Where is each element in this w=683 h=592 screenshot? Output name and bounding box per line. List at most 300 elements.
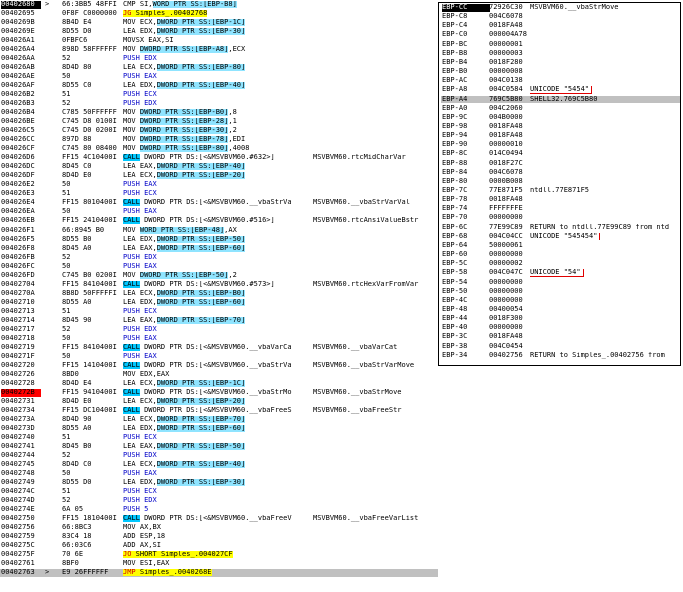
disasm-comment xyxy=(313,434,438,442)
disasm-arrow xyxy=(45,190,53,198)
disasm-instruction: MOV ECX,DWORD PTR SS:[EBP-1C] xyxy=(123,19,246,27)
disasm-row[interactable] xyxy=(0,326,438,334)
disasm-row[interactable] xyxy=(0,118,438,126)
disasm-address: 004026AB xyxy=(1,64,35,72)
stack-value: 00000003 xyxy=(489,48,523,57)
disasm-arrow: > xyxy=(45,1,50,8)
stack-offset: EBP-C8 xyxy=(442,12,468,21)
disasm-bytes: 50 xyxy=(62,208,71,216)
disasm-row[interactable] xyxy=(0,434,438,442)
stack-row[interactable] xyxy=(441,123,681,131)
disasm-bytes: 8D45 90 xyxy=(62,316,92,324)
stack-comment xyxy=(530,233,680,241)
disasm-instruction: JO SHORT Simples_.004027CF xyxy=(123,551,233,559)
disasm-instruction: LEA EDX,DWORD PTR SS:[EBP-30] xyxy=(123,28,246,36)
stack-row[interactable] xyxy=(441,333,681,341)
disasm-row[interactable] xyxy=(0,389,438,397)
disasm-comment xyxy=(313,272,438,280)
stack-row[interactable] xyxy=(441,86,681,94)
disasm-instruction: PUSH EAX xyxy=(123,470,157,478)
disasm-instruction: PUSH ECX xyxy=(123,488,157,496)
disasm-row[interactable] xyxy=(0,154,438,162)
disasm-bytes: FF15 8410400I xyxy=(62,343,117,351)
disasm-instruction: LEA EDX,DWORD PTR SS:[EBP-30] xyxy=(123,479,246,487)
disasm-address: 00402719 xyxy=(1,343,35,351)
disasm-comment xyxy=(313,91,438,99)
disasm-row[interactable] xyxy=(0,353,438,361)
disasm-arrow xyxy=(45,272,53,280)
disasm-comment xyxy=(313,64,438,72)
disasm-arrow xyxy=(45,136,53,144)
disasm-comment xyxy=(313,190,438,198)
disasm-address: 00402731 xyxy=(1,397,35,405)
disasm-bytes: 52 xyxy=(62,55,71,63)
stack-value: 004C0138 xyxy=(489,76,523,85)
disasm-bytes: 8D55 D0 xyxy=(62,28,92,36)
disasm-arrow xyxy=(45,254,53,262)
disasm-bytes: 83C4 18 xyxy=(62,533,92,541)
disasm-instruction: JG Simples_.00402768 xyxy=(123,10,208,18)
disasm-instruction: PUSH EAX xyxy=(123,334,157,342)
disasm-row[interactable] xyxy=(0,37,438,45)
stack-row[interactable] xyxy=(441,214,681,222)
disasm-row[interactable] xyxy=(0,136,438,144)
disasm-row[interactable] xyxy=(0,452,438,460)
stack-offset: EBP-AC xyxy=(442,76,468,85)
stack-value: 00000010 xyxy=(489,140,523,149)
disasm-bytes: FF15 4C10400I xyxy=(62,154,117,162)
disasm-bytes: 0FBFC6 xyxy=(62,37,88,45)
stack-value: 004C04CC xyxy=(489,231,523,240)
disasm-address: 004026E2 xyxy=(1,181,35,189)
stack-comment: ntdll.77E871F5 xyxy=(530,187,590,194)
disasm-comment xyxy=(313,335,438,343)
stack-row[interactable] xyxy=(441,160,681,168)
disasm-instruction: CALL DWORD PTR DS:[<&MSVBVM60.__vbaStrVa xyxy=(123,361,292,369)
stack-offset: EBP-B0 xyxy=(442,67,468,76)
disasm-address: 00402717 xyxy=(1,325,35,333)
disasm-row[interactable] xyxy=(0,344,438,352)
disasm-row[interactable] xyxy=(0,281,438,289)
disasm-bytes: 50 xyxy=(62,352,71,360)
stack-comment: MSVBVM60.__vbaStrMove xyxy=(530,4,619,11)
disasm-bytes: FF15 2410400I xyxy=(62,217,117,225)
stack-offset: EBP-C0 xyxy=(442,30,468,39)
disasm-row[interactable] xyxy=(0,515,438,523)
disasm-comment xyxy=(313,181,438,189)
disasm-row[interactable] xyxy=(0,443,438,451)
disasm-row[interactable] xyxy=(0,254,438,262)
disasm-address: 00402763 xyxy=(1,569,35,577)
disasm-comment xyxy=(313,227,438,235)
disasm-comment xyxy=(313,136,438,144)
stack-row[interactable] xyxy=(441,59,681,67)
disasm-address: 004026F1 xyxy=(1,226,35,234)
disasm-row[interactable] xyxy=(0,190,438,198)
disasm-arrow xyxy=(45,299,53,307)
disasm-row[interactable] xyxy=(0,488,438,496)
stack-row[interactable] xyxy=(441,77,681,85)
stack-offset: EBP-34 xyxy=(442,350,468,359)
disasm-row[interactable] xyxy=(0,181,438,189)
disasm-address: 004026B4 xyxy=(1,109,35,117)
stack-offset: EBP-40 xyxy=(442,323,468,332)
stack-row[interactable] xyxy=(441,196,681,204)
stack-offset: EBP-8C xyxy=(442,149,468,158)
disasm-row[interactable] xyxy=(0,145,438,153)
disasm-address: 00402748 xyxy=(1,470,35,478)
disasm-row[interactable] xyxy=(0,416,438,424)
disasm-instruction: LEA ECX,DWORD PTR SS:[EBP-40] xyxy=(123,461,246,469)
stack-row[interactable] xyxy=(441,269,681,277)
stack-value: 00402756 xyxy=(489,350,523,359)
disasm-bytes: 50 xyxy=(62,470,71,478)
unicode-highlight: UNICODE "54" xyxy=(530,269,584,277)
disasm-comment xyxy=(313,73,438,81)
disasm-bytes: 898D 58FFFFFF xyxy=(62,46,117,54)
disasm-row[interactable] xyxy=(0,236,438,244)
disasm-row[interactable] xyxy=(0,73,438,81)
disasm-instruction: PUSH EAX xyxy=(123,73,157,81)
disasm-arrow xyxy=(45,542,53,550)
disasm-row[interactable] xyxy=(0,407,438,415)
disasm-address: 004026E3 xyxy=(1,190,35,198)
stack-row[interactable] xyxy=(441,297,681,305)
disasm-address: 00402726 xyxy=(1,370,35,378)
stack-value: 004C6078 xyxy=(489,167,523,176)
stack-row[interactable] xyxy=(441,68,681,76)
disasm-address: 004026B2 xyxy=(1,91,35,99)
disasm-arrow xyxy=(45,407,53,415)
disasm-address: 00402761 xyxy=(1,560,35,568)
disasm-address: 004026AE xyxy=(1,73,35,81)
disasm-row[interactable] xyxy=(0,290,438,298)
disasm-address: 00402759 xyxy=(1,533,35,541)
stack-row[interactable] xyxy=(441,260,681,268)
stack-offset: EBP-88 xyxy=(442,158,468,167)
disasm-arrow xyxy=(45,263,53,271)
disasm-bytes: 8D4D E0 xyxy=(62,172,92,180)
disasm-bytes: 52 xyxy=(62,253,71,261)
disasm-row[interactable] xyxy=(0,569,438,577)
disasm-comment xyxy=(313,371,438,379)
disasm-arrow xyxy=(45,470,53,478)
disasm-instruction: CALL DWORD PTR DS:[<&MSVBVM60.__vbaStrVa xyxy=(123,199,292,207)
stack-value: 014C0494 xyxy=(489,149,523,158)
stack-row[interactable] xyxy=(441,242,681,250)
disasm-instruction: LEA ECX,DWORD PTR SS:[EBP-1C] xyxy=(123,379,246,387)
stack-offset: EBP-70 xyxy=(442,213,468,222)
disasm-instruction: LEA ECX,DWORD PTR SS:[EBP-B0] xyxy=(123,289,246,297)
stack-row[interactable] xyxy=(441,50,681,58)
disasm-comment xyxy=(313,569,438,577)
disasm-address: 004026CC xyxy=(1,136,35,144)
disasm-arrow xyxy=(45,488,53,496)
disasm-address: 00402741 xyxy=(1,442,35,450)
disasm-arrow xyxy=(45,416,53,424)
disasm-row[interactable] xyxy=(0,263,438,271)
disasm-row[interactable] xyxy=(0,227,438,235)
disasm-instruction: PUSH EDX xyxy=(123,55,157,63)
disasm-bytes: FF15 DC10400I xyxy=(62,406,117,414)
stack-row[interactable] xyxy=(441,141,681,149)
stack-row[interactable] xyxy=(441,169,681,177)
disasm-bytes: 0F8F C0000000 xyxy=(62,10,117,18)
stack-row[interactable] xyxy=(441,114,681,122)
disasm-comment xyxy=(313,118,438,126)
disasm-comment xyxy=(313,263,438,271)
disasm-row[interactable] xyxy=(0,245,438,253)
disasm-instruction: MOV DWORD PTR SS:[EBP-78],EDI xyxy=(123,136,246,144)
disasm-row[interactable] xyxy=(0,461,438,469)
disasm-arrow xyxy=(45,380,53,388)
disasm-comment xyxy=(313,425,438,433)
disasm-row[interactable] xyxy=(0,425,438,433)
disasm-address: 00402728 xyxy=(1,379,35,387)
disasm-address: 00402680 xyxy=(1,1,41,9)
disasm-bytes: 52 xyxy=(62,452,71,459)
disasm-row[interactable] xyxy=(0,308,438,316)
disasm-row[interactable] xyxy=(0,470,438,478)
disasm-row[interactable] xyxy=(0,100,438,108)
disasm-address: 00402714 xyxy=(1,316,35,324)
disasm-row[interactable] xyxy=(0,1,438,9)
disasm-comment xyxy=(313,488,438,496)
stack-value: 004B0000 xyxy=(489,112,523,121)
disasm-row[interactable] xyxy=(0,398,438,406)
stack-value: 004C0454 xyxy=(489,341,523,350)
stack-row[interactable] xyxy=(441,288,681,296)
disasm-row[interactable] xyxy=(0,506,438,514)
stack-row[interactable] xyxy=(441,279,681,287)
stack-row[interactable] xyxy=(441,178,681,186)
disasm-bytes: 8D55 A0 xyxy=(62,424,92,432)
disasm-row[interactable] xyxy=(0,163,438,171)
disasm-row[interactable] xyxy=(0,199,438,207)
stack-row[interactable] xyxy=(441,96,681,104)
disasm-comment xyxy=(313,506,438,514)
disasm-row[interactable] xyxy=(0,371,438,379)
disasm-address: 004026FD xyxy=(1,271,35,279)
disasm-comment xyxy=(313,172,438,180)
disasm-row[interactable] xyxy=(0,362,438,370)
stack-value: 0018FA48 xyxy=(489,121,523,130)
stack-offset: EBP-80 xyxy=(442,176,468,185)
stack-pane[interactable] xyxy=(438,2,681,366)
disasm-instruction: LEA EDX,DWORD PTR SS:[EBP-40] xyxy=(123,82,246,90)
disasm-row[interactable] xyxy=(0,19,438,27)
disasm-row[interactable] xyxy=(0,479,438,487)
stack-offset: EBP-A8 xyxy=(442,85,468,94)
disasm-comment xyxy=(313,560,438,568)
disasm-row[interactable] xyxy=(0,524,438,532)
disasm-instruction: ADD ESP,18 xyxy=(123,533,166,541)
disasm-address: 00402756 xyxy=(1,524,35,532)
disasm-comment xyxy=(313,163,438,171)
disasm-row[interactable] xyxy=(0,335,438,343)
disasm-instruction: PUSH EAX xyxy=(123,181,157,189)
stack-row[interactable] xyxy=(441,306,681,314)
disasm-arrow xyxy=(45,181,53,189)
stack-offset: EBP-CC xyxy=(442,4,490,12)
disasm-address: 004026CF xyxy=(1,145,35,153)
disasm-instruction: MOV DWORD PTR SS:[EBP-B0],8 xyxy=(123,109,237,117)
disasm-row[interactable] xyxy=(0,217,438,225)
disasm-instruction: LEA EDX,DWORD PTR SS:[EBP-60] xyxy=(123,298,246,306)
disasm-arrow xyxy=(45,227,53,235)
disasm-arrow xyxy=(45,208,53,216)
stack-offset: EBP-C4 xyxy=(442,21,468,30)
disasm-comment: MSVBVM60.rtcAnsiValueBstr xyxy=(313,217,419,225)
disasm-instruction: LEA EAX,DWORD PTR SS:[EBP-70] xyxy=(123,316,246,324)
disasm-instruction: CALL DWORD PTR DS:[<&MSVBVM60.__vbaFreeV xyxy=(123,515,292,523)
disasm-instruction: LEA EDX,DWORD PTR SS:[EBP-60] xyxy=(123,424,246,432)
stack-row[interactable] xyxy=(441,150,681,158)
disasm-row[interactable] xyxy=(0,380,438,388)
stack-row[interactable] xyxy=(441,315,681,323)
disasm-row[interactable] xyxy=(0,542,438,550)
disasm-arrow xyxy=(45,326,53,334)
disasm-address: 004026AA xyxy=(1,55,35,63)
stack-row[interactable] xyxy=(441,251,681,259)
stack-offset: EBP-64 xyxy=(442,240,468,249)
disasm-instruction: PUSH EDX xyxy=(123,325,157,333)
disasm-bytes: 66:8BC3 xyxy=(62,524,92,532)
disasm-address: 004026AF xyxy=(1,82,35,90)
disasm-arrow xyxy=(45,82,53,90)
disasm-row[interactable] xyxy=(0,560,438,568)
disasm-instruction: JMP Simples_.0040268E xyxy=(123,569,212,577)
disasm-instruction: PUSH EAX xyxy=(123,262,157,270)
stack-offset: EBP-54 xyxy=(442,277,468,286)
disasm-row[interactable] xyxy=(0,55,438,63)
disasm-instruction: MOV DWORD PTR SS:[EBP-50],2 xyxy=(123,271,237,279)
disasm-comment xyxy=(313,46,438,54)
stack-offset: EBP-BC xyxy=(442,39,468,48)
stack-value: 00000002 xyxy=(489,259,523,268)
disasm-comment xyxy=(313,398,438,406)
disasm-arrow xyxy=(45,127,53,135)
disasm-instruction: PUSH ECX xyxy=(123,190,157,198)
disasm-arrow: > xyxy=(45,569,50,577)
stack-row[interactable] xyxy=(441,4,681,12)
disasm-instruction: LEA ECX,DWORD PTR SS:[EBP-80] xyxy=(123,64,246,72)
stack-offset: EBP-B8 xyxy=(442,48,468,57)
disasm-instruction: LEA EAX,DWORD PTR SS:[EBP-40] xyxy=(123,163,246,171)
stack-row[interactable] xyxy=(441,205,681,213)
disasm-instruction: PUSH EDX xyxy=(123,100,157,108)
disasm-instruction: LEA EAX,DWORD PTR SS:[EBP-50] xyxy=(123,442,246,450)
disasm-row[interactable] xyxy=(0,172,438,180)
disasm-comment xyxy=(313,443,438,451)
disasm-comment xyxy=(313,109,438,117)
disasm-row[interactable] xyxy=(0,28,438,36)
disasm-arrow xyxy=(45,19,53,27)
stack-row[interactable] xyxy=(441,352,681,360)
disasm-arrow xyxy=(45,515,53,523)
stack-row[interactable] xyxy=(441,233,681,241)
unicode-highlight: UNICODE "545454" xyxy=(530,233,600,241)
disasm-row[interactable] xyxy=(0,272,438,280)
disasm-bytes: FF15 9410400I xyxy=(62,388,117,396)
disasm-bytes: 66:8945 B0 xyxy=(62,226,105,234)
disasm-row[interactable] xyxy=(0,299,438,307)
disasm-address: 0040269B xyxy=(1,19,35,27)
stack-offset: EBP-48 xyxy=(442,304,468,313)
stack-value: 00000000 xyxy=(489,277,523,286)
stack-value: 0018F300 xyxy=(489,314,523,323)
stack-row[interactable] xyxy=(441,13,681,21)
disasm-bytes: 8D45 A0 xyxy=(62,244,92,252)
stack-row[interactable] xyxy=(441,22,681,30)
disasm-instruction: MOV DWORD PTR SS:[EBP-A8],ECX xyxy=(123,46,246,54)
stack-row[interactable] xyxy=(441,105,681,113)
stack-row[interactable] xyxy=(441,41,681,49)
stack-row[interactable] xyxy=(441,343,681,351)
disasm-comment xyxy=(313,524,438,532)
stack-row[interactable] xyxy=(441,132,681,140)
disasm-arrow xyxy=(45,73,53,81)
disasm-instruction: LEA ECX,DWORD PTR SS:[EBP-70] xyxy=(123,415,246,423)
stack-offset: EBP-98 xyxy=(442,121,468,130)
disasm-instruction: CALL DWORD PTR DS:[<&MSVBVM60.#516>] xyxy=(123,217,275,225)
stack-row[interactable] xyxy=(441,31,681,39)
disasm-row[interactable] xyxy=(0,317,438,325)
disasm-instruction: CALL DWORD PTR DS:[<&MSVBVM60.__vbaVarCa xyxy=(123,343,292,351)
disasm-row[interactable] xyxy=(0,91,438,99)
disasm-address: 00402704 xyxy=(1,280,35,288)
disasm-arrow xyxy=(45,479,53,487)
disasm-comment xyxy=(313,416,438,424)
disasm-arrow xyxy=(45,443,53,451)
disasm-row[interactable] xyxy=(0,208,438,216)
disasm-address: 0040275F xyxy=(1,551,35,559)
disasm-bytes: 897D 88 xyxy=(62,136,92,144)
disasm-address: 004026A4 xyxy=(1,46,35,54)
disasm-address: 004026FB xyxy=(1,253,35,261)
disasm-row[interactable] xyxy=(0,127,438,135)
disasm-address: 004026F5 xyxy=(1,235,35,243)
disasm-row[interactable] xyxy=(0,533,438,541)
disasm-arrow xyxy=(45,335,53,343)
stack-value: 769C5B80 xyxy=(489,94,523,103)
disasm-row[interactable] xyxy=(0,82,438,90)
disasm-comment xyxy=(313,254,438,262)
disasm-row[interactable] xyxy=(0,46,438,54)
disasm-comment xyxy=(313,236,438,244)
disasm-row[interactable] xyxy=(0,497,438,505)
disasm-row[interactable] xyxy=(0,551,438,559)
disasm-comment: MSVBVM60.__vbaFreeVarList xyxy=(313,515,419,523)
disasm-comment xyxy=(313,533,438,541)
disasm-row[interactable] xyxy=(0,109,438,117)
disasm-arrow xyxy=(45,163,53,171)
disasm-row[interactable] xyxy=(0,10,438,18)
stack-value: 0018F27C xyxy=(489,158,523,167)
disasm-address: 004026BE xyxy=(1,118,35,126)
disasm-address: 0040275C xyxy=(1,542,35,550)
stack-row[interactable] xyxy=(441,224,681,232)
stack-row[interactable] xyxy=(441,324,681,332)
stack-comment xyxy=(530,86,680,94)
stack-offset: EBP-84 xyxy=(442,167,468,176)
disasm-arrow xyxy=(45,28,53,36)
disasm-address: 004026D6 xyxy=(1,154,35,162)
stack-row[interactable] xyxy=(441,187,681,195)
disasm-address: 004026EB xyxy=(1,217,35,225)
disasm-row[interactable] xyxy=(0,64,438,72)
disasm-bytes: 50 xyxy=(62,73,71,81)
